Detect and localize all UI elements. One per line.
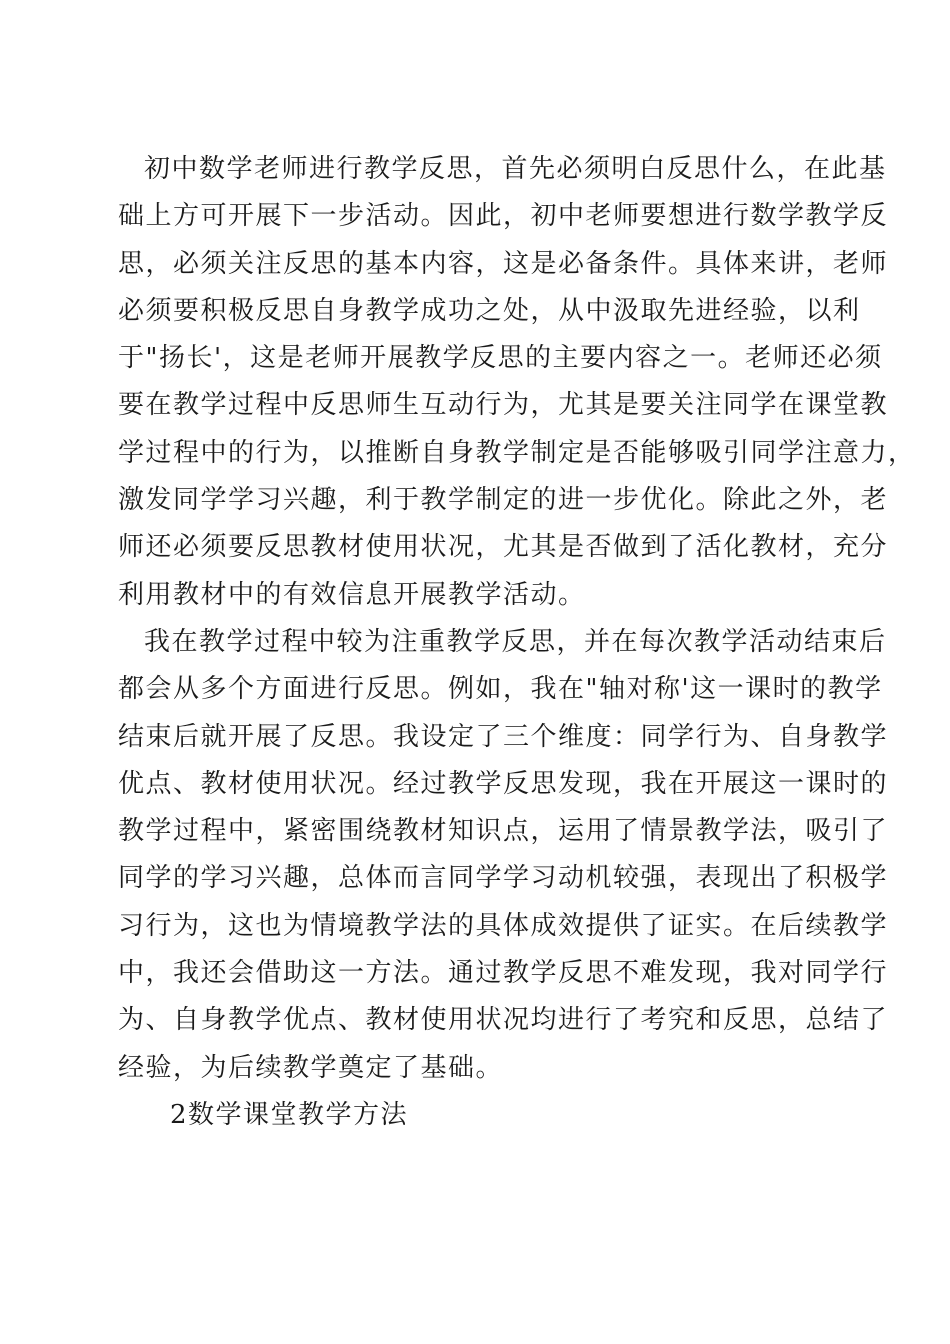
paragraph-line: 我在教学过程中较为注重教学反思，并在每次教学活动结束后 [144, 626, 887, 657]
paragraph-line: 学过程中的行为，以推断自身教学制定是否能够吸引同学注意力， [118, 437, 916, 468]
paragraph-line: 于"扬长'，这是老师开展教学反思的主要内容之一。老师还必须 [118, 343, 883, 374]
paragraph-line: 都会从多个方面进行反思。例如，我在"轴对称'这一课时的教学 [118, 674, 883, 705]
paragraph-line: 必须要积极反思自身教学成功之处，从中汲取先进经验，以利 [118, 295, 861, 326]
paragraph-line: 结束后就开展了反思。我设定了三个维度：同学行为、自身教学 [118, 721, 889, 752]
paragraph-line: 思，必须关注反思的基本内容，这是必备条件。具体来讲，老师 [118, 248, 889, 279]
paragraph-line: 习行为，这也为情境教学法的具体成效提供了证实。在后续教学 [118, 910, 889, 941]
paragraph-2 [118, 619, 889, 1092]
paragraph-line: 经验，为后续教学奠定了基础。 [118, 1052, 504, 1083]
paragraph-1 [118, 146, 916, 619]
paragraph-line: 利用教材中的有效信息开展教学活动。 [118, 579, 586, 610]
paragraph-line: 教学过程中，紧密围绕教材知识点，运用了情景教学法，吸引了 [118, 816, 889, 847]
paragraph-line: 优点、教材使用状况。经过教学反思发现，我在开展这一课时的 [118, 768, 889, 799]
paragraph-line: 要在教学过程中反思师生互动行为，尤其是要关注同学在课堂教 [118, 390, 889, 421]
paragraph-line: 激发同学学习兴趣，利于教学制定的进一步优化。除此之外，老 [118, 485, 889, 516]
paragraph-line: 初中数学老师进行教学反思，首先必须明白反思什么，在此基 [144, 154, 887, 184]
paragraph-line: 同学的学习兴趣，总体而言同学学习动机较强，表现出了积极学 [118, 863, 889, 894]
paragraph-line: 础上方可开展下一步活动。因此，初中老师要想进行数学教学反 [118, 201, 889, 232]
document-body [118, 146, 916, 1139]
paragraph-line: 师还必须要反思教材使用状况，尤其是否做到了活化教材，充分 [118, 532, 889, 563]
paragraph-line: 中，我还会借助这一方法。通过教学反思不难发现，我对同学行 [118, 958, 889, 989]
paragraph-line: 为、自身教学优点、教材使用状况均进行了考究和反思，总结了 [118, 1005, 889, 1036]
section-heading: 2数学课堂教学方法 [170, 1099, 409, 1130]
